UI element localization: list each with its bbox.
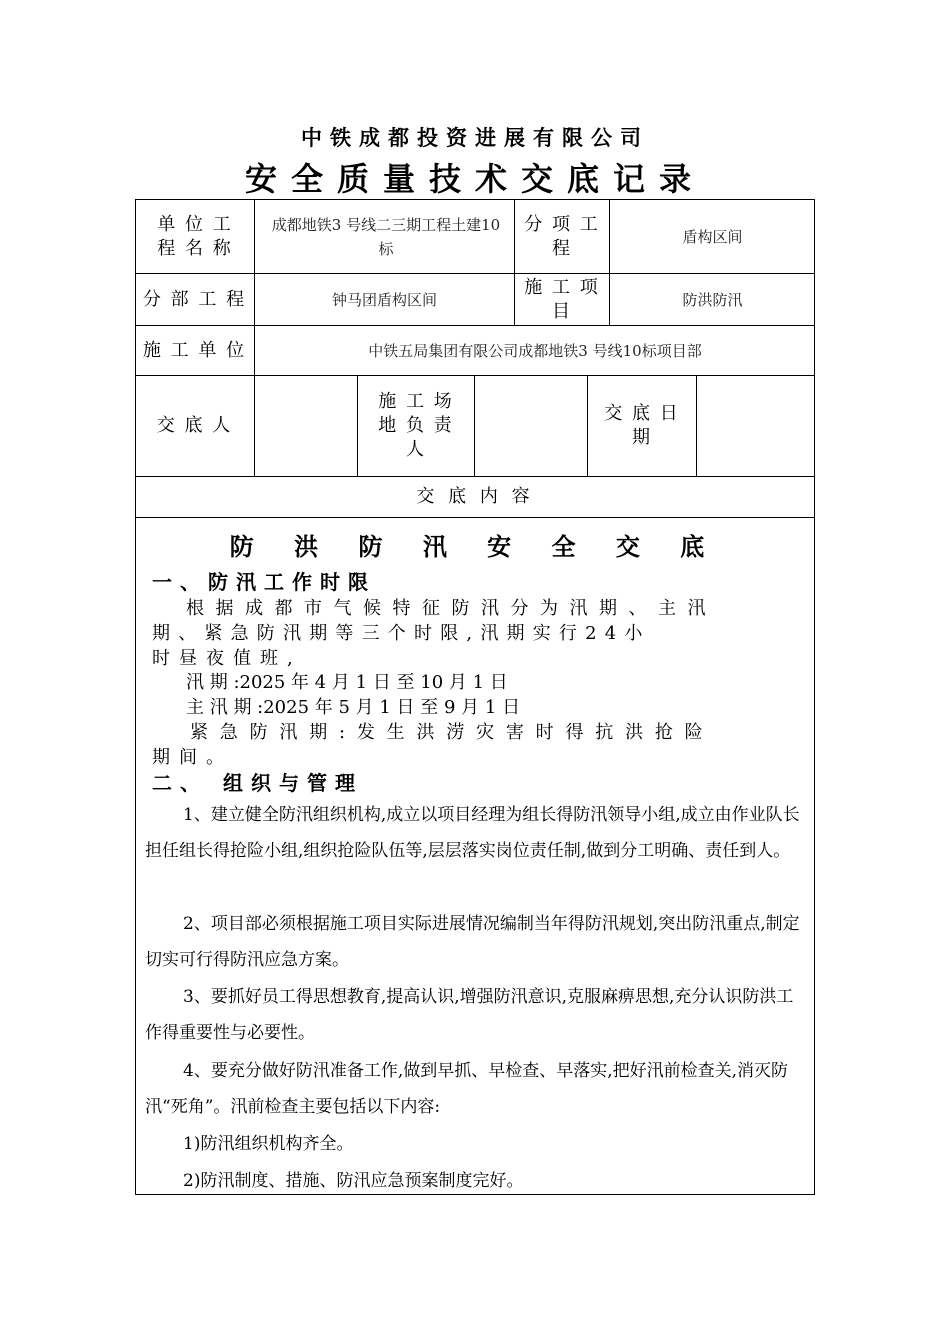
brief-date-value[interactable]: [697, 376, 815, 476]
section1-line2: 期、紧急防汛期等三个时限,汛期实行24小: [152, 623, 651, 644]
construction-unit-value: 中铁五局集团有限公司成都地铁3 号线10标项目部: [368, 341, 702, 360]
construction-unit-label: 施 工 单 位: [142, 339, 247, 361]
content-title: 防 洪 防 汛 安 全 交 底: [229, 532, 721, 561]
brief-date-label: 交 底 日 期: [604, 403, 680, 448]
flood-period: 汛 期 :2025 年 4 月 1 日 至 10 月 1 日: [186, 672, 508, 693]
section2-heading: 二、 组织与管理: [152, 771, 363, 795]
paragraph-2: 2、项目部必须根据施工项目实际进展情况编制当年得防汛规划,突出防汛重点,制定切实可行得防汛应急方案。: [145, 914, 800, 970]
construction-item-label: 施 工 项 目: [524, 276, 600, 322]
main-flood-period: 主 汛 期 :2025 年 5 月 1 日 至 9 月 1 日: [186, 697, 521, 718]
site-manager-label: 施 工 场 地 负 责 人: [378, 391, 454, 460]
section1-line3: 时昼夜值班,: [152, 648, 302, 669]
paragraph-4: 4、要充分做好防汛准备工作,做到早抓、早检查、早落实,把好汛前检查关,消灭防汛“死角”。汛前检查主要包括以下内容:: [145, 1061, 789, 1117]
sub-item-label: 分 项 工 程: [524, 213, 600, 259]
sub-part-value: 钟马团盾构区间: [331, 290, 437, 309]
section1-heading: 一、防汛工作时限: [152, 570, 376, 594]
briefer-label: 交 底 人: [156, 415, 233, 436]
unit-project-value: 成都地铁3 号线二三期工程土建10标: [271, 215, 501, 258]
site-manager-value[interactable]: [475, 376, 587, 476]
paragraph-1: 1、建立健全防汛组织机构,成立以项目经理为组长得防汛领导小组,成立由作业队长担任组长得抢险小组,组织抢险队伍等,层层落实岗位责任制,做到分工明确、责任到人。: [145, 805, 800, 861]
list-item-1: 1)防汛组织机构齐全。: [183, 1134, 354, 1154]
content-label: 交 底 内 容: [416, 486, 534, 507]
col-divider: [514, 199, 515, 325]
col-divider: [587, 375, 588, 476]
construction-item-value: 防洪防汛: [682, 290, 743, 309]
sub-part-label: 分 部 工 程: [142, 288, 247, 310]
unit-project-label: 单 位 工 程 名 称: [157, 213, 233, 259]
emergency-line1: 紧急防汛期:发生洪涝灾害时得抗洪抢险: [190, 722, 715, 743]
sub-item-value: 盾构区间: [682, 227, 743, 246]
row-divider: [135, 517, 815, 518]
paragraph-3: 3、要抓好员工得思想教育,提高认识,增强防汛意识,克服麻痹思想,充分认识防洪工作得重要性与必要性。: [145, 987, 794, 1043]
section1-line1: 根据成都市气候特征防汛分为汛期、主汛: [186, 598, 717, 619]
emergency-line2: 期间。: [152, 747, 233, 768]
list-item-2: 2)防汛制度、措施、防汛应急预案制度完好。: [183, 1171, 524, 1191]
briefer-value[interactable]: [255, 376, 357, 476]
company-name: 中铁成都投资进展有限公司: [301, 125, 649, 150]
form-title: 安全质量技术交底记录: [244, 160, 705, 198]
col-divider: [357, 375, 358, 476]
